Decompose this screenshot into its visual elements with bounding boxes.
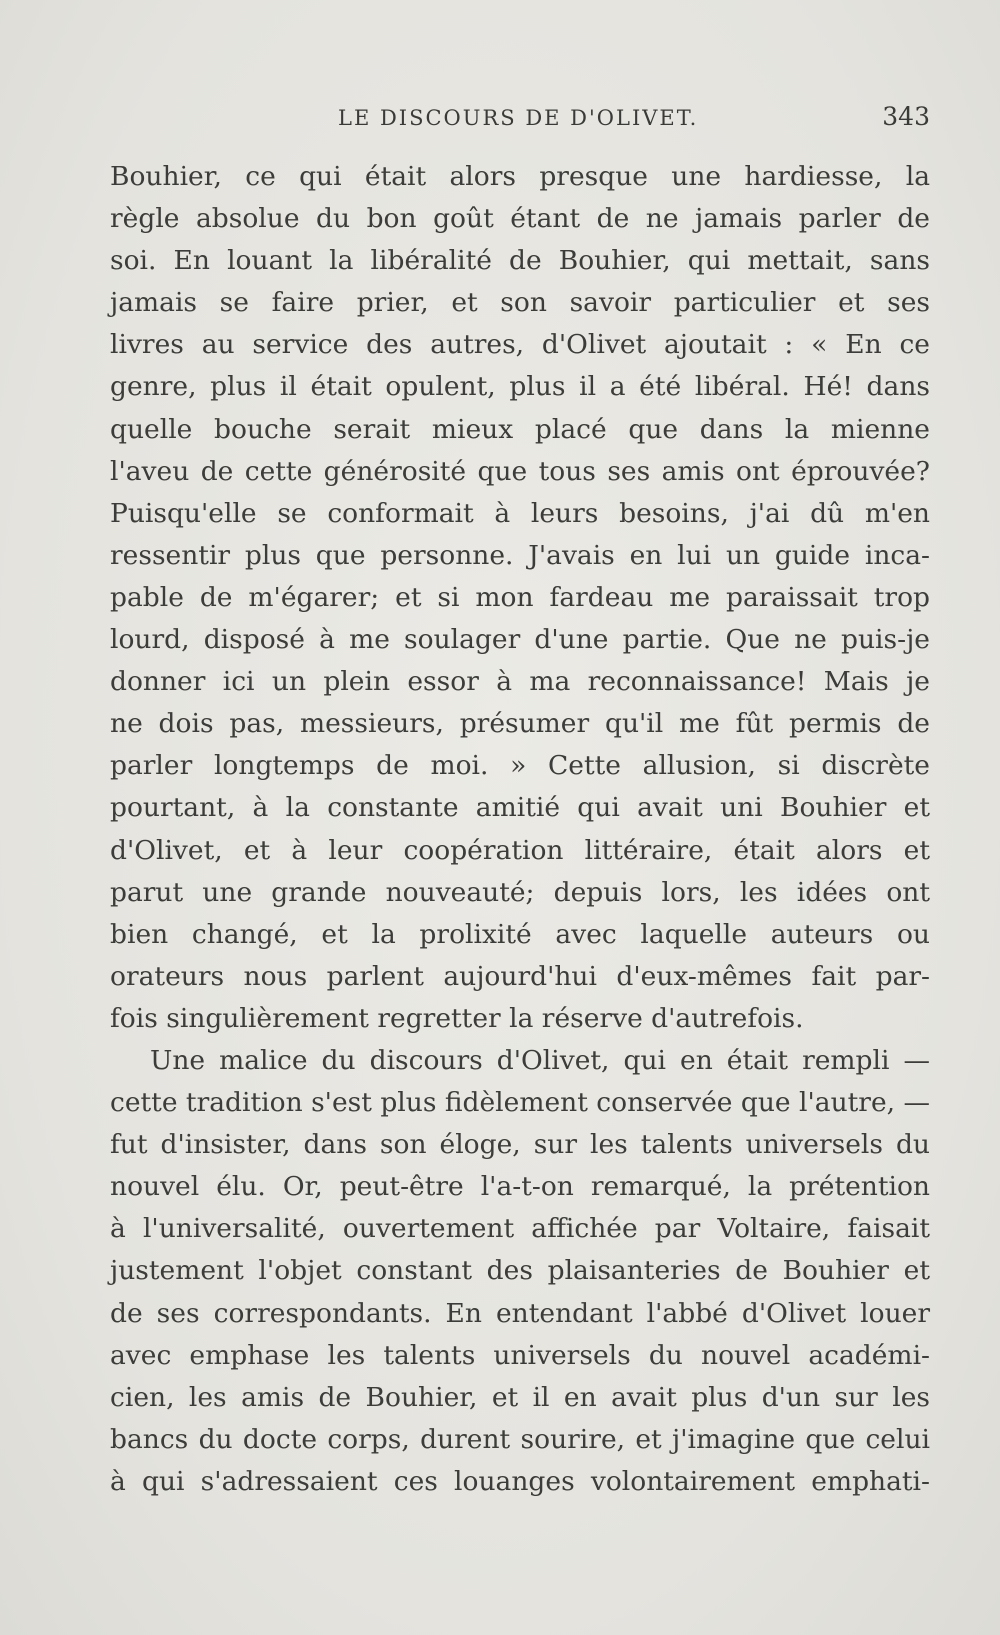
text-line: pable de m'égarer; et si mon fardeau me paraissait trop <box>110 581 930 613</box>
text-line: Puisqu'elle se conformait à leurs besoins, j'ai dû m'en <box>110 497 930 529</box>
text-line: à l'universalité, ouvertement affichée par Voltaire, faisait <box>110 1213 930 1245</box>
text-line: nouvel élu. Or, peut-être l'a-t-on remarqué, la prétention <box>110 1171 930 1203</box>
text-line: ne dois pas, messieurs, présumer qu'il me fût permis de <box>110 708 930 740</box>
text-line: cien, les amis de Bouhier, et il en avait plus d'un sur les <box>110 1381 930 1413</box>
paragraph-end-line: fois singulièrement regretter la réserve d'autrefois. <box>110 1002 804 1034</box>
text-line: bien changé, et la prolixité avec laquelle auteurs ou <box>110 918 930 950</box>
page-number: 343 <box>882 102 930 131</box>
text-line: cette tradition s'est plus fidèlement conservée que l'autre, — <box>110 1087 930 1119</box>
paragraph-start-line: Une malice du discours d'Olivet, qui en était rempli — <box>150 1044 930 1076</box>
text-line: d'Olivet, et à leur coopération littéraire, était alors et <box>110 834 930 866</box>
text-line: parler longtemps de moi. » Cette allusion, si discrète <box>110 750 930 782</box>
text-line: donner ici un plein essor à ma reconnaissance! Mais je <box>110 666 930 698</box>
text-line: justement l'objet constant des plaisanteries de Bouhier et <box>110 1255 930 1287</box>
text-line: parut une grande nouveauté; depuis lors, les idées ont <box>110 876 930 908</box>
running-title: LE DISCOURS DE D'OLIVET. <box>338 106 699 130</box>
text-line: orateurs nous parlent aujourd'hui d'eux-mêmes fait par- <box>110 960 930 992</box>
text-line: à qui s'adressaient ces louanges volontairement emphati- <box>110 1465 930 1497</box>
text-line: pourtant, à la constante amitié qui avait uni Bouhier et <box>110 792 930 824</box>
text-line: l'aveu de cette générosité que tous ses amis ont éprouvée? <box>110 455 930 487</box>
text-line: genre, plus il était opulent, plus il a été libéral. Hé! dans <box>110 371 930 403</box>
text-line: fut d'insister, dans son éloge, sur les talents universels du <box>110 1129 930 1161</box>
text-line: ressentir plus que personne. J'avais en lui un guide inca- <box>110 539 930 571</box>
text-line: bancs du docte corps, durent sourire, et j'imagine que celui <box>110 1423 930 1455</box>
text-line: quelle bouche serait mieux placé que dans la mienne <box>110 413 930 445</box>
text-line: jamais se faire prier, et son savoir particulier et ses <box>110 287 930 319</box>
text-line: lourd, disposé à me soulager d'une partie. Que ne puis-je <box>110 624 930 656</box>
page-header <box>110 100 930 136</box>
body-text <box>110 156 930 1503</box>
text-line: Bouhier, ce qui était alors presque une hardiesse, la <box>110 161 930 192</box>
text-line: livres au service des autres, d'Olivet ajoutait : « En ce <box>110 329 930 361</box>
text-line: avec emphase les talents universels du nouvel académi- <box>110 1339 930 1371</box>
text-line: soi. En louant la libéralité de Bouhier, qui mettait, sans <box>110 245 930 277</box>
text-line: de ses correspondants. En entendant l'abbé d'Olivet louer <box>110 1297 930 1329</box>
text-line: règle absolue du bon goût étant de ne jamais parler de <box>110 203 930 235</box>
